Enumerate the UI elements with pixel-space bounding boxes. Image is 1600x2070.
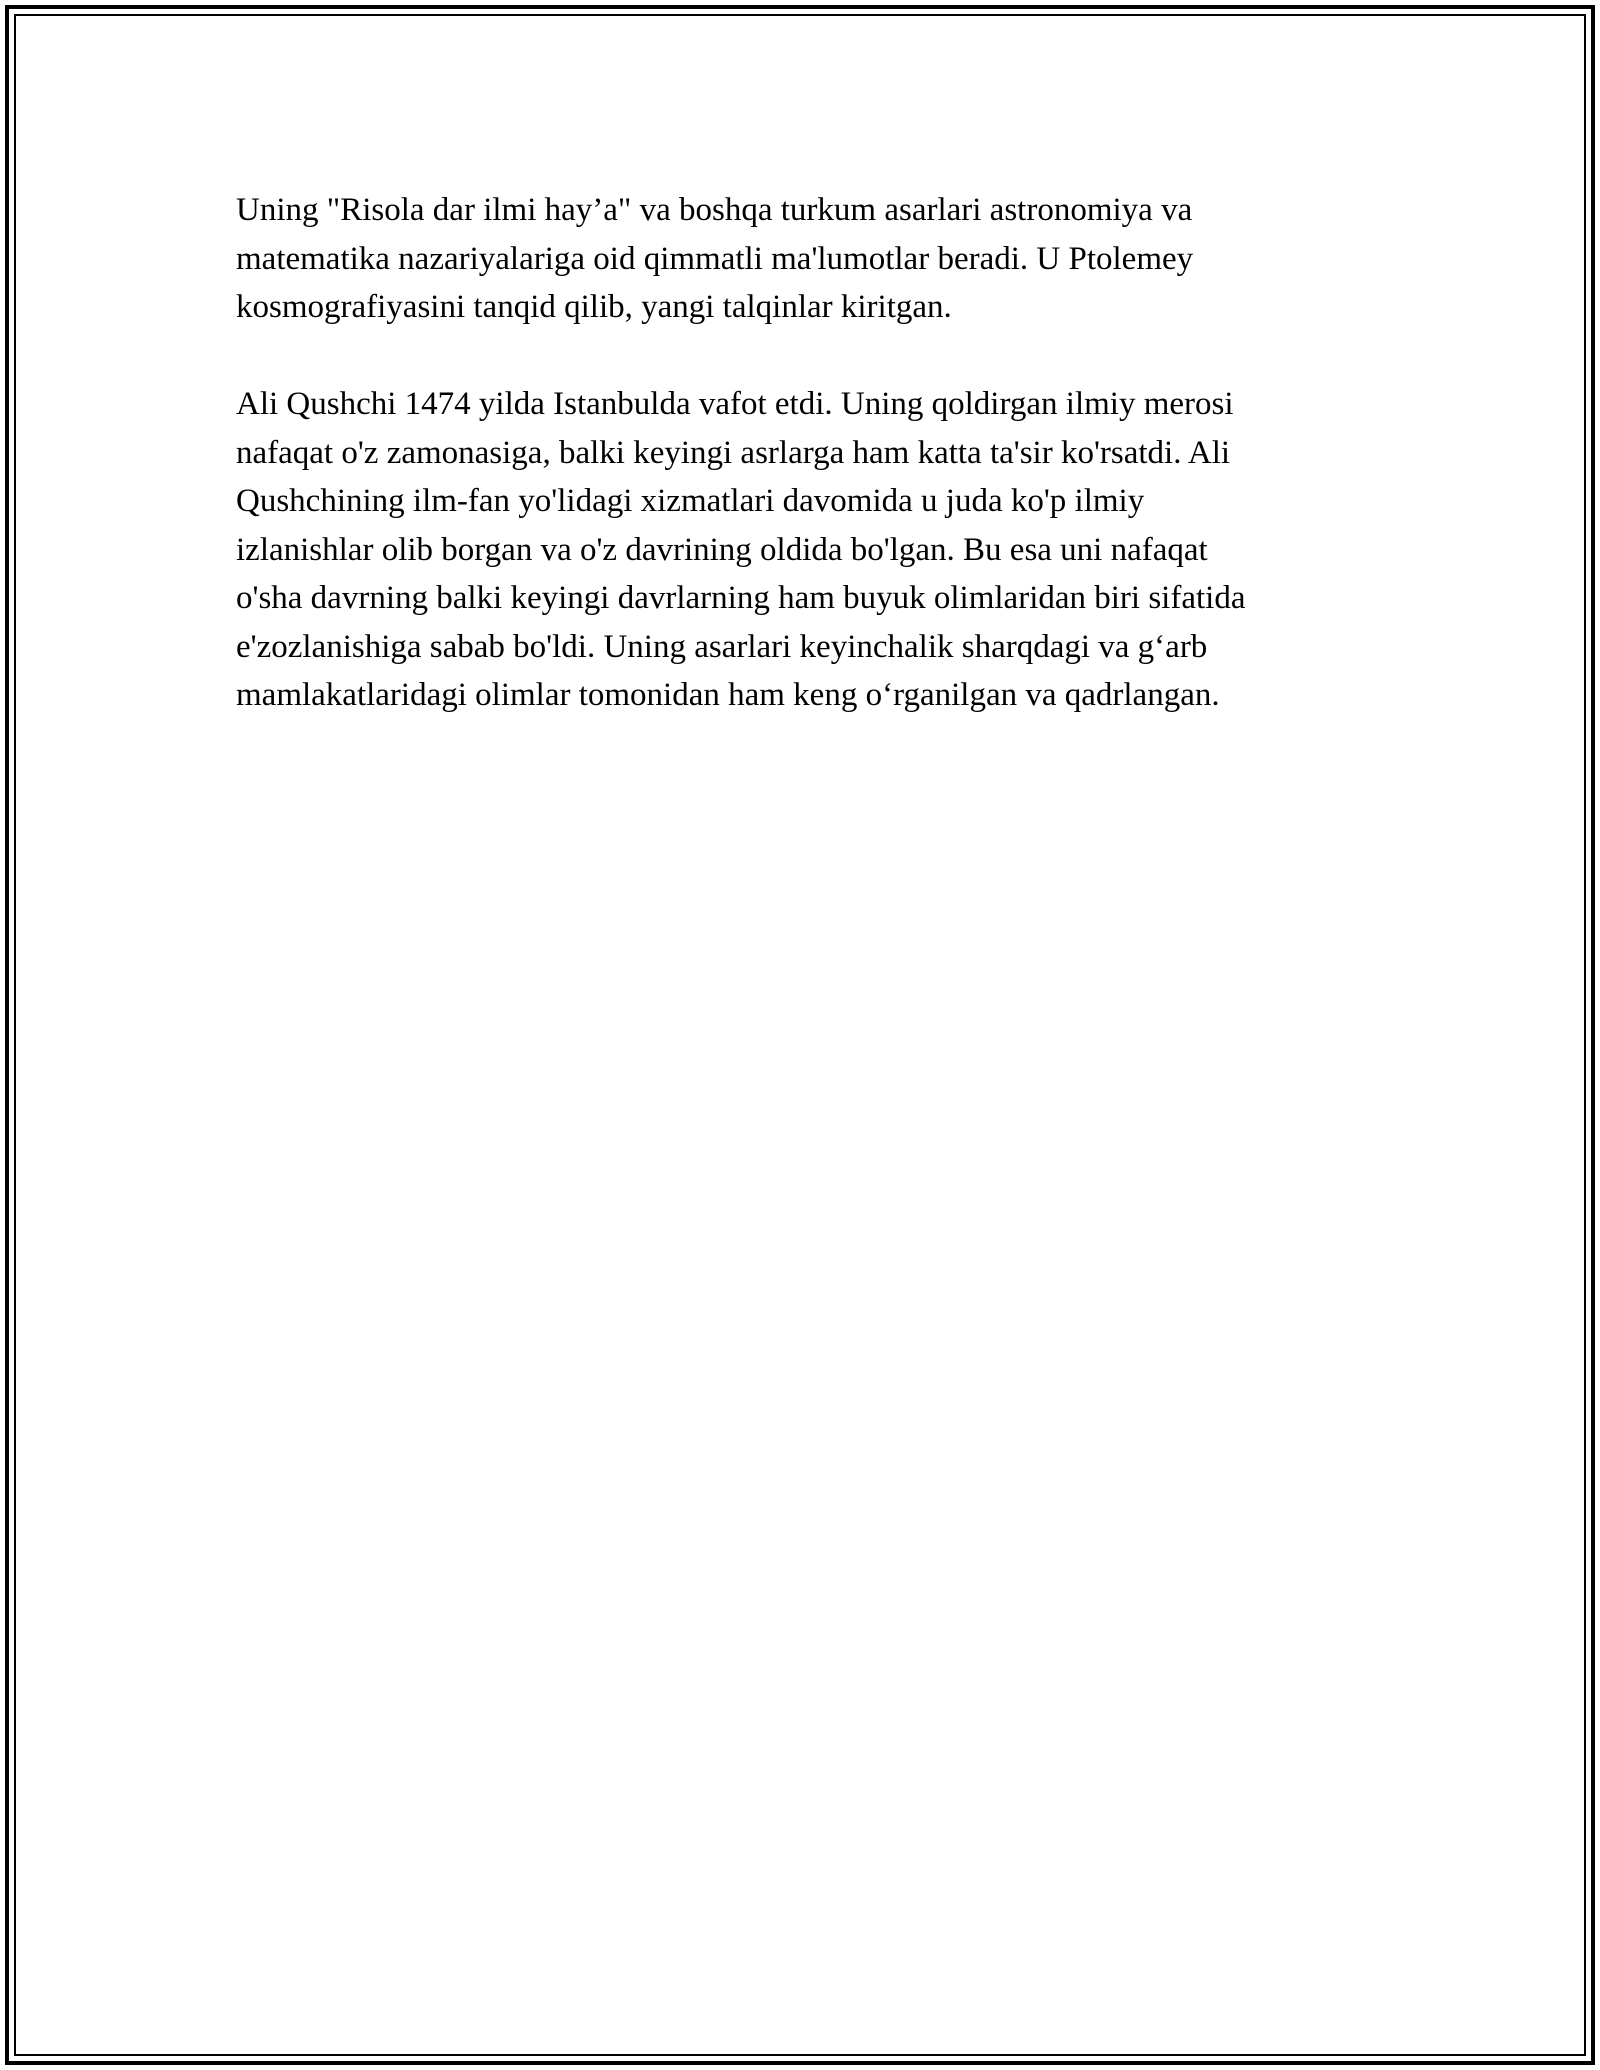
document-body	[236, 186, 1386, 768]
text-line: izlanishlar olib borgan va o'z davrining oldida bo'lgan. Bu esa uni nafaqat	[236, 531, 1208, 568]
paragraph-1	[236, 186, 1386, 332]
text-line: e'zozlanishiga sabab bo'ldi. Uning asarlari keyinchalik sharqdagi va g‘arb	[236, 628, 1208, 665]
text-line: Uning "Risola dar ilmi hay’a" va boshqa turkum asarlari astronomiya va	[236, 192, 1193, 228]
text-line: mamlakatlaridagi olimlar tomonidan ham keng o‘rganilgan va qadrlangan.	[236, 677, 1220, 713]
paragraph-2	[236, 380, 1386, 720]
text-line: Qushchining ilm-fan yo'lidagi xizmatlari davomida u juda ko'p ilmiy	[236, 483, 1145, 519]
text-line: o'sha davrning balki keyingi davrlarning ham buyuk olimlaridan biri sifatida	[236, 580, 1246, 616]
text-line: nafaqat o'z zamonasiga, balki keyingi asrlarga ham katta ta'sir ko'rsatdi. Ali	[236, 434, 1231, 471]
text-line: matematika nazariyalariga oid qimmatli ma'lumotlar beradi. U Ptolemey	[236, 240, 1194, 277]
text-line: Ali Qushchi 1474 yilda Istanbulda vafot etdi. Uning qoldirgan ilmiy merosi	[236, 386, 1234, 422]
text-line: kosmografiyasini tanqid qilib, yangi talqinlar kiritgan.	[236, 289, 952, 325]
